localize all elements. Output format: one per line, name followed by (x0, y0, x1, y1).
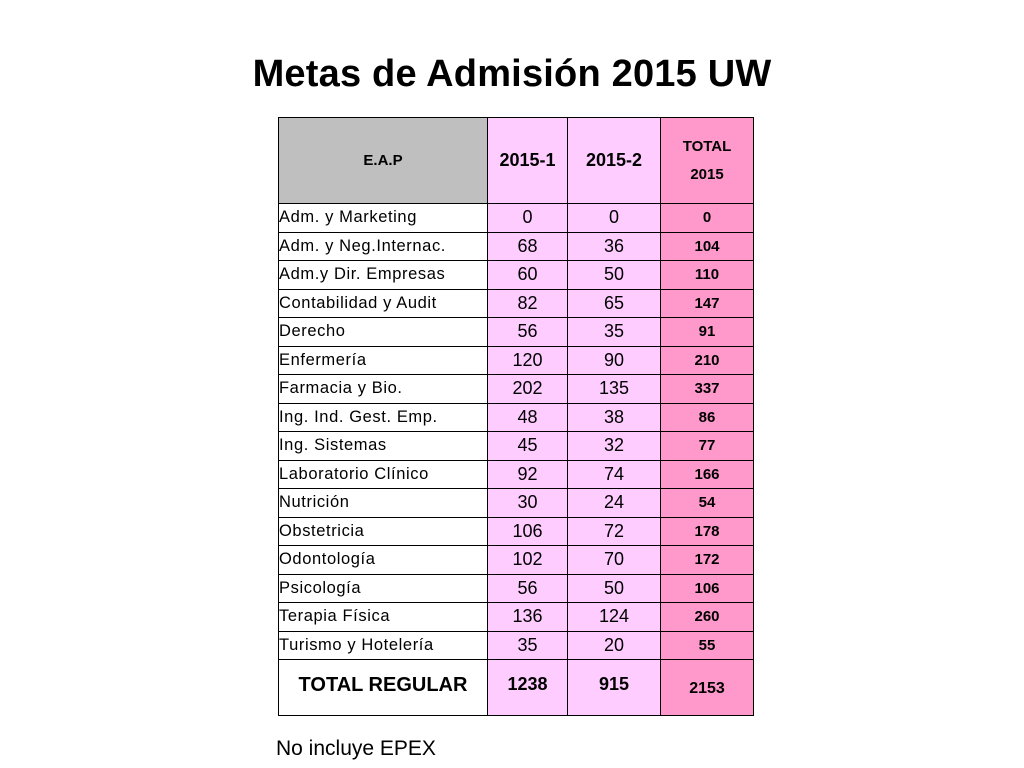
semester-2-cell: 24 (568, 489, 661, 518)
admission-goals-table (278, 117, 754, 716)
program-name-cell: Ing. Ind. Gest. Emp. (279, 403, 488, 432)
table-row (279, 403, 754, 432)
program-name-cell: Odontología (279, 546, 488, 575)
semester-2-cell: 20 (568, 631, 661, 660)
semester-2-cell: 32 (568, 432, 661, 461)
program-name-cell: Adm. y Neg.Internac. (279, 232, 488, 261)
total-cell: 178 (661, 517, 754, 546)
program-name-cell: Derecho (279, 318, 488, 347)
semester-2-cell: 90 (568, 346, 661, 375)
total-cell: 86 (661, 403, 754, 432)
table-row (279, 574, 754, 603)
program-name-cell: Farmacia y Bio. (279, 375, 488, 404)
semester-2-cell: 74 (568, 460, 661, 489)
semester-1-cell: 102 (488, 546, 568, 575)
program-name-cell: Adm.y Dir. Empresas (279, 261, 488, 290)
total-cell: 104 (661, 232, 754, 261)
total-cell: 337 (661, 375, 754, 404)
table-row (279, 289, 754, 318)
semester-1-cell: 106 (488, 517, 568, 546)
program-name-cell: Adm. y Marketing (279, 204, 488, 233)
semester-2-cell: 72 (568, 517, 661, 546)
total-semester-2-cell: 915 (568, 660, 661, 716)
total-cell: 110 (661, 261, 754, 290)
table-row (279, 489, 754, 518)
semester-2-cell: 0 (568, 204, 661, 233)
column-header-total-2015 (661, 118, 754, 204)
total-cell: 0 (661, 204, 754, 233)
total-regular-label: TOTAL REGULAR (279, 660, 488, 716)
program-name-cell: Turismo y Hotelería (279, 631, 488, 660)
total-cell: 166 (661, 460, 754, 489)
semester-1-cell: 68 (488, 232, 568, 261)
total-cell: 106 (661, 574, 754, 603)
table-row (279, 318, 754, 347)
semester-2-cell: 50 (568, 261, 661, 290)
column-header-2015-1: 2015-1 (488, 118, 568, 204)
total-regular-row (279, 660, 754, 716)
table-row (279, 232, 754, 261)
semester-2-cell: 135 (568, 375, 661, 404)
semester-1-cell: 0 (488, 204, 568, 233)
total-cell: 55 (661, 631, 754, 660)
table-row (279, 517, 754, 546)
total-cell: 147 (661, 289, 754, 318)
footnote: No incluye EPEX (276, 737, 436, 760)
grand-total-cell: 2153 (661, 660, 754, 716)
table-row (279, 375, 754, 404)
table-row (279, 603, 754, 632)
semester-1-cell: 120 (488, 346, 568, 375)
program-name-cell: Contabilidad y Audit (279, 289, 488, 318)
semester-1-cell: 60 (488, 261, 568, 290)
program-name-cell: Ing. Sistemas (279, 432, 488, 461)
total-cell: 172 (661, 546, 754, 575)
total-cell: 91 (661, 318, 754, 347)
page-title: Metas de Admisión 2015 UW (252, 53, 772, 95)
semester-2-cell: 124 (568, 603, 661, 632)
semester-1-cell: 30 (488, 489, 568, 518)
program-name-cell: Psicología (279, 574, 488, 603)
column-header-eap: E.A.P (279, 118, 488, 204)
semester-2-cell: 70 (568, 546, 661, 575)
program-name-cell: Obstetricia (279, 517, 488, 546)
table-header-row (279, 118, 754, 204)
table-row (279, 204, 754, 233)
program-name-cell: Laboratorio Clínico (279, 460, 488, 489)
total-cell: 260 (661, 603, 754, 632)
semester-1-cell: 202 (488, 375, 568, 404)
semester-1-cell: 48 (488, 403, 568, 432)
table-row (279, 346, 754, 375)
column-header-2015-2: 2015-2 (568, 118, 661, 204)
semester-1-cell: 92 (488, 460, 568, 489)
program-name-cell: Nutrición (279, 489, 488, 518)
semester-2-cell: 38 (568, 403, 661, 432)
semester-1-cell: 35 (488, 631, 568, 660)
program-name-cell: Enfermería (279, 346, 488, 375)
semester-2-cell: 36 (568, 232, 661, 261)
total-cell: 210 (661, 346, 754, 375)
total-cell: 54 (661, 489, 754, 518)
semester-1-cell: 56 (488, 318, 568, 347)
semester-2-cell: 50 (568, 574, 661, 603)
semester-1-cell: 82 (488, 289, 568, 318)
table-row (279, 261, 754, 290)
table-row (279, 460, 754, 489)
semester-1-cell: 45 (488, 432, 568, 461)
total-semester-1-cell: 1238 (488, 660, 568, 716)
semester-1-cell: 56 (488, 574, 568, 603)
column-header-total-label: TOTAL (682, 137, 732, 155)
table-row (279, 432, 754, 461)
semester-1-cell: 136 (488, 603, 568, 632)
table-row (279, 631, 754, 660)
column-header-total-year: 2015 (690, 165, 724, 183)
semester-2-cell: 65 (568, 289, 661, 318)
program-name-cell: Terapia Física (279, 603, 488, 632)
semester-2-cell: 35 (568, 318, 661, 347)
total-cell: 77 (661, 432, 754, 461)
table-row (279, 546, 754, 575)
